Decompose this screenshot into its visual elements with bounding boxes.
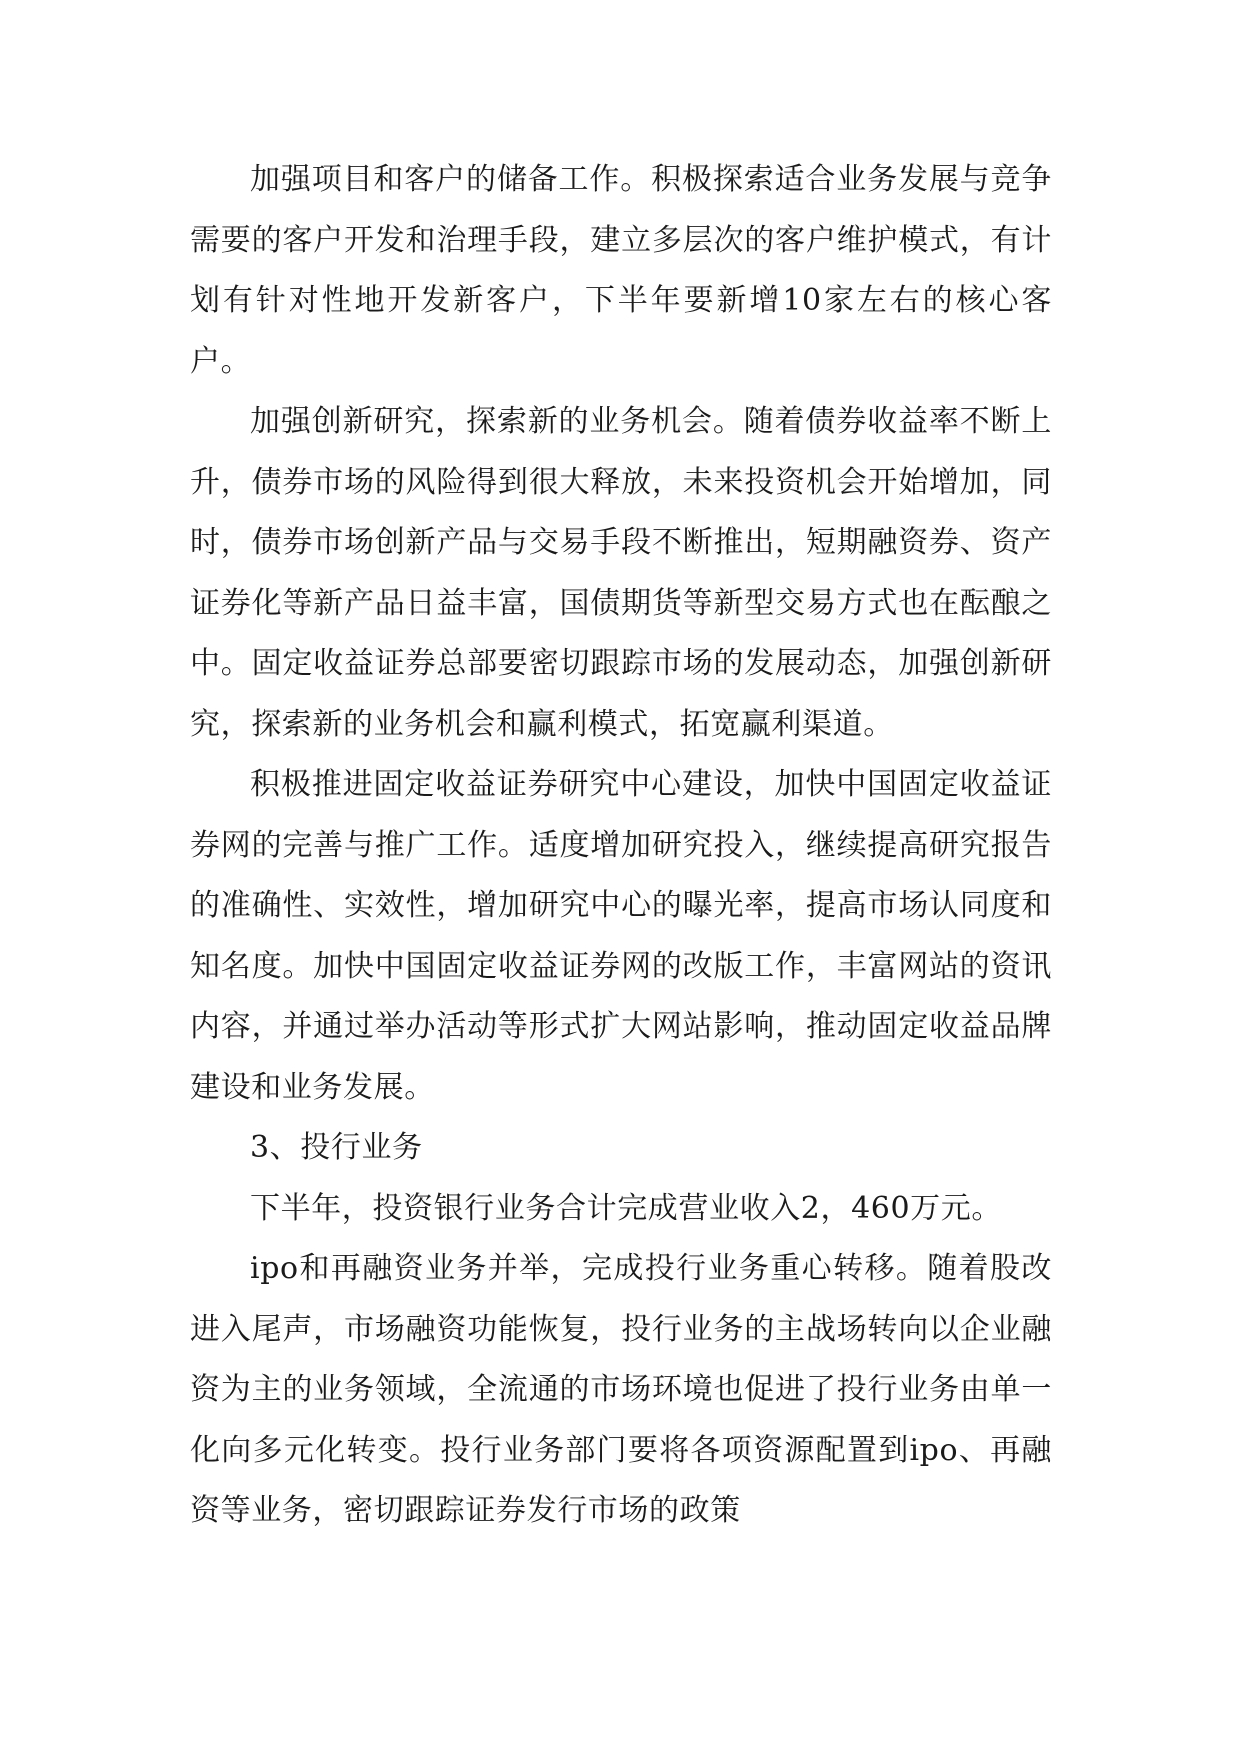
paragraph-client-reserve: 加强项目和客户的储备工作。积极探索适合业务发展与竞争需要的客户开发和治理手段，建立多层次的客户维护模式，有计划有针对性地开发新客户，下半年要新增10家左右的核心客户。 bbox=[190, 162, 1052, 379]
paragraph-innovation-research: 加强创新研究，探索新的业务机会。随着债券收益率不断上升，债券市场的风险得到很大释放，未来投资机会开始增加，同时，债券市场创新产品与交易手段不断推出，短期融资券、资产证券化等新产品日益丰富，国债期货等新型交易方式也在酝酿之中。固定收益证券总部要密切跟踪市场的发展动态，加强创新研究，探索新的业务机会和赢利模式，拓宽赢利渠道。 bbox=[190, 404, 1052, 742]
document-body bbox=[190, 150, 1052, 1542]
paragraph-ipo-refinancing: ipo和再融资业务并举，完成投行业务重心转移。随着股改进入尾声，市场融资功能恢复，投行业务的主战场转向以企业融资为主的业务领域，全流通的市场环境也促进了投行业务由单一化向多元化转变。投行业务部门要将各项资源配置到ipo、再融资等业务，密切跟踪证券发行市场的政策 bbox=[190, 1251, 1052, 1528]
paragraph-research-center: 积极推进固定收益证券研究中心建设，加快中国固定收益证券网的完善与推广工作。适度增加研究投入，继续提高研究报告的准确性、实效性，增加研究中心的曝光率，提高市场认同度和知名度。加快中国固定收益证券网的改版工作，丰富网站的资讯内容，并通过举办活动等形式扩大网站影响，推动固定收益品牌建设和业务发展。 bbox=[190, 767, 1052, 1105]
paragraph-revenue: 下半年，投资银行业务合计完成营业收入2，460万元。 bbox=[250, 1190, 1002, 1226]
section-heading-investment-banking: 3、投行业务 bbox=[250, 1130, 423, 1165]
